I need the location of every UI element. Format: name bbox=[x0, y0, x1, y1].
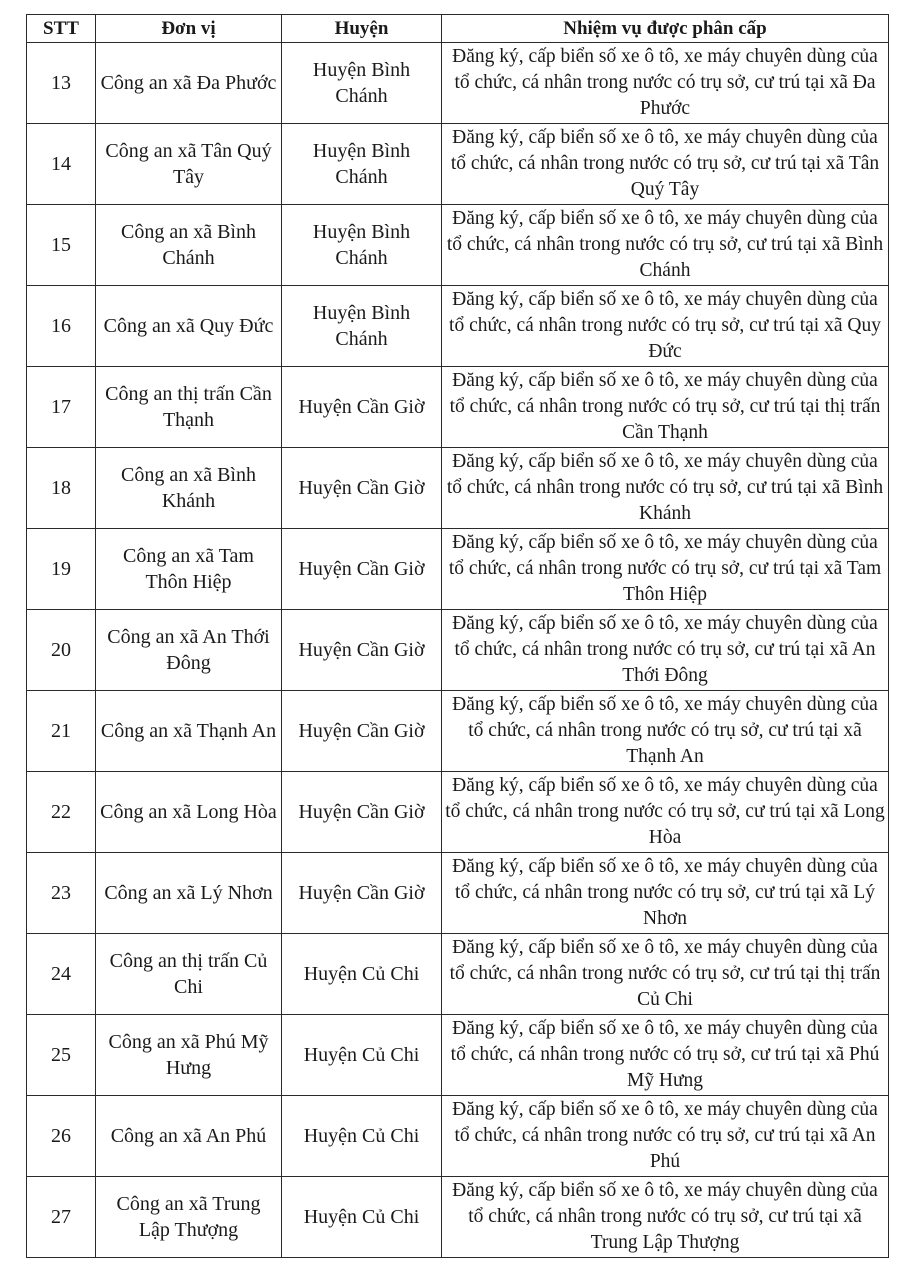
cell-task: Đăng ký, cấp biển số xe ô tô, xe máy chuyên dùng của tổ chức, cá nhân trong nước có trụ sở, cư trú tại xã Đa Phước bbox=[442, 43, 889, 124]
table-row bbox=[27, 124, 889, 205]
cell-task: Đăng ký, cấp biển số xe ô tô, xe máy chuyên dùng của tổ chức, cá nhân trong nước có trụ sở, cư trú tại xã Bình Khánh bbox=[442, 448, 889, 529]
cell-unit: Công an xã Long Hòa bbox=[96, 772, 282, 853]
cell-stt: 16 bbox=[27, 286, 96, 367]
cell-unit: Công an xã Bình Khánh bbox=[96, 448, 282, 529]
cell-unit: Công an xã Phú Mỹ Hưng bbox=[96, 1015, 282, 1096]
cell-unit: Công an xã Quy Đức bbox=[96, 286, 282, 367]
table-row bbox=[27, 1096, 889, 1177]
cell-district: Huyện Củ Chi bbox=[282, 1015, 442, 1096]
cell-district: Huyện Bình Chánh bbox=[282, 205, 442, 286]
cell-task: Đăng ký, cấp biển số xe ô tô, xe máy chuyên dùng của tổ chức, cá nhân trong nước có trụ sở, cư trú tại xã Trung Lập Thượng bbox=[442, 1177, 889, 1258]
cell-stt: 22 bbox=[27, 772, 96, 853]
header-district: Huyện bbox=[282, 15, 442, 43]
cell-district: Huyện Cần Giờ bbox=[282, 367, 442, 448]
table-row bbox=[27, 205, 889, 286]
cell-district: Huyện Củ Chi bbox=[282, 934, 442, 1015]
document-page bbox=[26, 14, 888, 1258]
cell-unit: Công an xã An Phú bbox=[96, 1096, 282, 1177]
header-stt: STT bbox=[27, 15, 96, 43]
cell-unit: Công an xã Lý Nhơn bbox=[96, 853, 282, 934]
assignment-table bbox=[26, 14, 889, 1258]
cell-stt: 19 bbox=[27, 529, 96, 610]
cell-district: Huyện Bình Chánh bbox=[282, 124, 442, 205]
cell-stt: 17 bbox=[27, 367, 96, 448]
table-row bbox=[27, 1015, 889, 1096]
cell-stt: 21 bbox=[27, 691, 96, 772]
cell-task: Đăng ký, cấp biển số xe ô tô, xe máy chuyên dùng của tổ chức, cá nhân trong nước có trụ sở, cư trú tại xã An Phú bbox=[442, 1096, 889, 1177]
cell-task: Đăng ký, cấp biển số xe ô tô, xe máy chuyên dùng của tổ chức, cá nhân trong nước có trụ sở, cư trú tại xã Thạnh An bbox=[442, 691, 889, 772]
cell-district: Huyện Củ Chi bbox=[282, 1177, 442, 1258]
cell-unit: Công an thị trấn Củ Chi bbox=[96, 934, 282, 1015]
cell-stt: 25 bbox=[27, 1015, 96, 1096]
header-row bbox=[27, 15, 889, 43]
table-row bbox=[27, 610, 889, 691]
cell-task: Đăng ký, cấp biển số xe ô tô, xe máy chuyên dùng của tổ chức, cá nhân trong nước có trụ sở, cư trú tại thị trấn Củ Chi bbox=[442, 934, 889, 1015]
cell-district: Huyện Bình Chánh bbox=[282, 43, 442, 124]
cell-district: Huyện Bình Chánh bbox=[282, 286, 442, 367]
cell-district: Huyện Cần Giờ bbox=[282, 448, 442, 529]
cell-district: Huyện Cần Giờ bbox=[282, 853, 442, 934]
table-row bbox=[27, 1177, 889, 1258]
cell-unit: Công an xã Tân Quý Tây bbox=[96, 124, 282, 205]
cell-unit: Công an xã Bình Chánh bbox=[96, 205, 282, 286]
cell-stt: 20 bbox=[27, 610, 96, 691]
cell-task: Đăng ký, cấp biển số xe ô tô, xe máy chuyên dùng của tổ chức, cá nhân trong nước có trụ sở, cư trú tại xã Tân Quý Tây bbox=[442, 124, 889, 205]
cell-stt: 14 bbox=[27, 124, 96, 205]
table-header bbox=[27, 15, 889, 43]
cell-stt: 13 bbox=[27, 43, 96, 124]
table-row bbox=[27, 286, 889, 367]
cell-stt: 27 bbox=[27, 1177, 96, 1258]
cell-unit: Công an xã Đa Phước bbox=[96, 43, 282, 124]
cell-task: Đăng ký, cấp biển số xe ô tô, xe máy chuyên dùng của tổ chức, cá nhân trong nước có trụ sở, cư trú tại xã Bình Chánh bbox=[442, 205, 889, 286]
cell-task: Đăng ký, cấp biển số xe ô tô, xe máy chuyên dùng của tổ chức, cá nhân trong nước có trụ sở, cư trú tại xã Long Hòa bbox=[442, 772, 889, 853]
cell-stt: 23 bbox=[27, 853, 96, 934]
header-unit: Đơn vị bbox=[96, 15, 282, 43]
header-task: Nhiệm vụ được phân cấp bbox=[442, 15, 889, 43]
cell-district: Huyện Cần Giờ bbox=[282, 691, 442, 772]
cell-unit: Công an xã An Thới Đông bbox=[96, 610, 282, 691]
cell-unit: Công an xã Thạnh An bbox=[96, 691, 282, 772]
table-row bbox=[27, 691, 889, 772]
cell-stt: 26 bbox=[27, 1096, 96, 1177]
table-row bbox=[27, 772, 889, 853]
cell-task: Đăng ký, cấp biển số xe ô tô, xe máy chuyên dùng của tổ chức, cá nhân trong nước có trụ sở, cư trú tại xã An Thới Đông bbox=[442, 610, 889, 691]
table-row bbox=[27, 853, 889, 934]
table-row bbox=[27, 448, 889, 529]
cell-unit: Công an thị trấn Cần Thạnh bbox=[96, 367, 282, 448]
cell-task: Đăng ký, cấp biển số xe ô tô, xe máy chuyên dùng của tổ chức, cá nhân trong nước có trụ sở, cư trú tại xã Tam Thôn Hiệp bbox=[442, 529, 889, 610]
cell-stt: 15 bbox=[27, 205, 96, 286]
cell-district: Huyện Củ Chi bbox=[282, 1096, 442, 1177]
table-body bbox=[27, 43, 889, 1258]
table-row bbox=[27, 43, 889, 124]
cell-district: Huyện Cần Giờ bbox=[282, 772, 442, 853]
cell-unit: Công an xã Tam Thôn Hiệp bbox=[96, 529, 282, 610]
cell-stt: 24 bbox=[27, 934, 96, 1015]
cell-stt: 18 bbox=[27, 448, 96, 529]
cell-task: Đăng ký, cấp biển số xe ô tô, xe máy chuyên dùng của tổ chức, cá nhân trong nước có trụ sở, cư trú tại xã Lý Nhơn bbox=[442, 853, 889, 934]
table-row bbox=[27, 934, 889, 1015]
cell-unit: Công an xã Trung Lập Thượng bbox=[96, 1177, 282, 1258]
cell-task: Đăng ký, cấp biển số xe ô tô, xe máy chuyên dùng của tổ chức, cá nhân trong nước có trụ sở, cư trú tại thị trấn Cần Thạnh bbox=[442, 367, 889, 448]
table-row bbox=[27, 529, 889, 610]
cell-task: Đăng ký, cấp biển số xe ô tô, xe máy chuyên dùng của tổ chức, cá nhân trong nước có trụ sở, cư trú tại xã Phú Mỹ Hưng bbox=[442, 1015, 889, 1096]
cell-district: Huyện Cần Giờ bbox=[282, 529, 442, 610]
table-row bbox=[27, 367, 889, 448]
cell-district: Huyện Cần Giờ bbox=[282, 610, 442, 691]
cell-task: Đăng ký, cấp biển số xe ô tô, xe máy chuyên dùng của tổ chức, cá nhân trong nước có trụ sở, cư trú tại xã Quy Đức bbox=[442, 286, 889, 367]
